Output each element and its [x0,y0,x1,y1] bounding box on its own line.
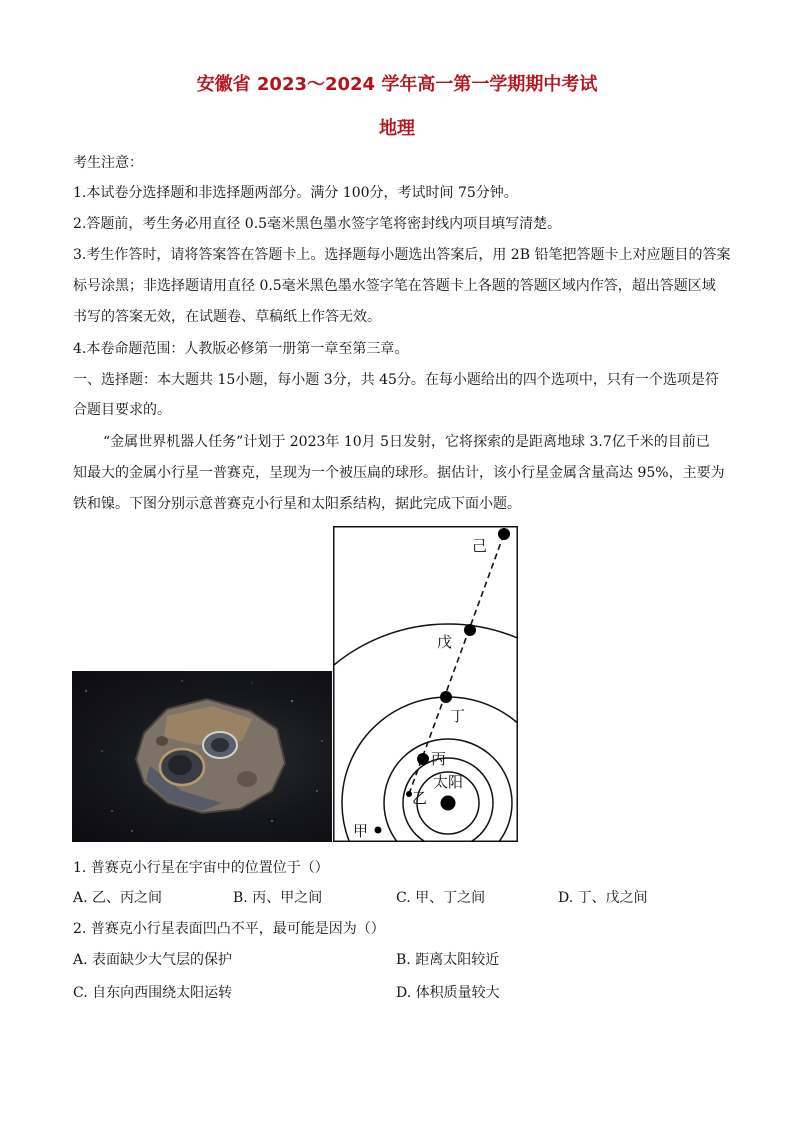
solar-system-svg [333,526,518,842]
question-2-option-c[interactable]: C. 自东向西围绕太阳运转 [73,985,233,1001]
passage-line-2: 知最大的金属小行星一普赛克，呈现为一个被压扁的球形。据估计，该小行星金属含量高达 95%，主要为 [73,465,725,481]
planet-jia [375,827,382,834]
passage-line-1: “金属世界机器人任务”计划于 2023年 10月 5日发射，它将探索的是距离地球 3.7亿千米的目前已 [103,434,710,450]
question-2-option-d[interactable]: D. 体积质量较大 [396,985,500,1001]
question-1-option-d[interactable]: D. 丁、戊之间 [558,890,648,906]
label-jia: 甲 [353,822,369,840]
notice-heading: 考生注意： [73,155,143,171]
label-ding: 丁 [450,707,466,725]
planet-wu [464,624,476,636]
question-1-option-c[interactable]: C. 甲、丁之间 [396,890,486,906]
notice-item-3-end: 书写的答案无效，在试题卷、草稿纸上作答无效。 [73,309,381,325]
question-1-stem: 1. 普赛克小行星在宇宙中的位置位于（） [73,860,329,876]
exam-title: 安徽省 2023～2024 学年高一第一学期期中考试 [196,74,598,95]
label-ji: 己 [472,537,488,555]
section-intro: 一、选择题：本大题共 15小题，每小题 3分，共 45分。在每小题给出的四个选项中，只有一个选项是符 [73,372,719,388]
notice-item-3-cont: 标号涂黑；非选择题请用直径 0.5毫米黑色墨水签字笔在答题卡上各题的答题区域内作答，超出答题区域 [73,278,716,294]
label-sun: 太阳 [433,773,464,791]
label-bing: 丙 [431,750,447,768]
solar-system-diagram [333,526,518,842]
question-1-option-a[interactable]: A. 乙、丙之间 [73,890,163,906]
planet-ding [440,691,452,703]
notice-item-1: 1.本试卷分选择题和非选择题两部分。满分 100分，考试时间 75分钟。 [73,185,518,201]
asteroid-photo [72,671,332,842]
subject-title: 地理 [379,118,415,139]
section-intro-cont: 合题目要求的。 [73,402,171,418]
notice-item-2: 2.答题前，考生务必用直径 0.5毫米黑色墨水签字笔将密封线内项目填写清楚。 [73,216,562,232]
planet-ji [498,528,510,540]
question-1-option-b[interactable]: B. 丙、甲之间 [233,890,323,906]
label-wu: 戊 [437,633,453,651]
question-2-option-a[interactable]: A. 表面缺少大气层的保护 [73,952,233,968]
label-yi: 乙 [412,789,428,807]
sun-dot [441,796,456,811]
planet-bing [417,753,429,765]
asteroid-illustration [72,671,332,842]
question-2-stem: 2. 普赛克小行星表面凹凸不平，最可能是因为（） [73,921,385,937]
notice-item-4: 4.本卷命题范围：人教版必修第一册第一章至第三章。 [73,341,409,357]
passage-line-3: 铁和镍。下图分别示意普赛克小行星和太阳系结构，据此完成下面小题。 [73,496,521,512]
question-2-option-b[interactable]: B. 距离太阳较近 [396,952,500,968]
notice-item-3: 3.考生作答时，请将答案答在答题卡上。选择题每小题选出答案后，用 2B 铅笔把答题卡上对应题目的答案 [73,247,731,263]
